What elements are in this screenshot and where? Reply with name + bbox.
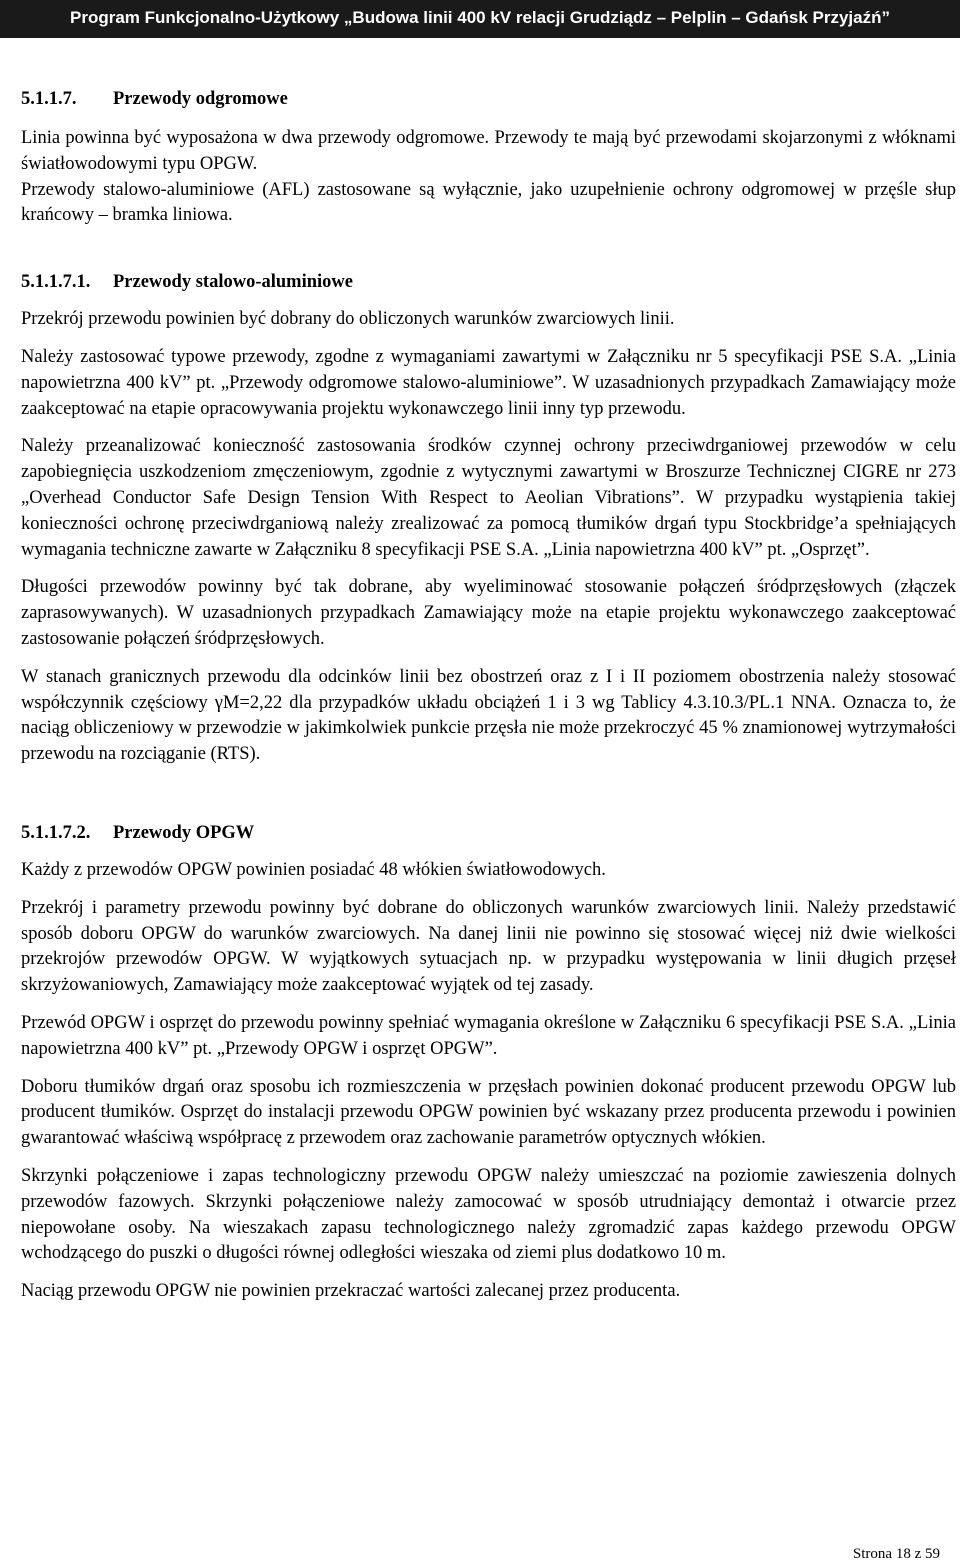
paragraph: Przekrój przewodu powinien być dobrany do obliczonych warunków zwarciowych linii. xyxy=(21,309,675,330)
paragraph: Przewód OPGW i osprzęt do przewodu powinny spełniać wymagania określone w Załączniku 6 specyfikacji PSE S.A. „Linia napowietrzna 400 kV” pt. „Przewody OPGW i osprzęt OPGW”. xyxy=(21,1012,956,1059)
paragraph: Przekrój i parametry przewodu powinny być dobrane do obliczonych warunków zwarciowych linii. Należy przedstawić sposób doboru OPGW do warunków zwarciowych. Na danej linii nie powinno się stosować więcej niż dwie wielkości przekrojów przewodów OPGW. W wyjątkowych sytuacjach np. w przypadku występowania w linii długich przęseł skrzyżowaniowych, Zamawiający może zaakceptować wyjątek od tej zasady. xyxy=(21,897,956,996)
paragraph: W stanach granicznych przewodu dla odcinków linii bez obostrzeń oraz z I i II poziomem obostrzenia należy stosować współczynnik częściowy γM=2,22 dla przypadków układu obciążeń 1 i 3 wg Tablicy 4.3.10.3/PL.1 NNA. Oznacza to, że naciąg obliczeniowy w przewodzie w jakimkolwiek punkcie przęsła nie może przekroczyć 45 % znamionowej wytrzymałości przewodu na rozciąganie (RTS). xyxy=(21,666,956,765)
paragraph: Należy przeanalizować konieczność zastosowania środków czynnej ochrony przeciwdrganiowej przewodów w celu zapobiegnięcia uszkodzeniom zmęczeniowym, zgodnie z wytycznymi zawartymi w Broszurze Technicznej CIGRE nr 273 „Overhead Conductor Safe Design Tension With Respect to Aeolian Vibrations”. W przypadku wystąpienia takiej konieczności ochronę przeciwdrganiową należy zrealizować za pomocą tłumików drgań typu Stockbridge’a spełniających wymagania techniczne zawarte w Załączniku 8 specyfikacji PSE S.A. „Linia napowietrzna 400 kV” pt. „Osprzęt”. xyxy=(21,436,956,560)
document-body xyxy=(21,86,956,1305)
section-title: Przewody stalowo-aluminiowe xyxy=(113,272,353,293)
paragraph: Długości przewodów powinny być tak dobrane, aby wyeliminować stosowanie połączeń śródprzęsłowych (złączek zaprasowywanych). W uzasadnionych przypadkach Zamawiający może na etapie projektu wykonawczego zaakceptować zastosowanie połączeń śródprzęsłowych. xyxy=(21,577,956,649)
section-number: 5.1.1.7. xyxy=(21,89,77,109)
paragraph: Naciąg przewodu OPGW nie powinien przekraczać wartości zalecanej przez producenta. xyxy=(21,1281,681,1302)
section-number: 5.1.1.7.2. xyxy=(21,822,91,843)
header-title: Program Funkcjonalno-Użytkowy „Budowa linii 400 kV relacji Grudziądz – Pelplin – Gdańsk Przyjaźń” xyxy=(70,8,890,27)
section-title: Przewody odgromowe xyxy=(113,89,288,109)
section-number: 5.1.1.7.1. xyxy=(21,272,91,293)
section-title: Przewody OPGW xyxy=(113,822,255,843)
paragraph: Skrzynki połączeniowe i zapas technologiczny przewodu OPGW należy umieszczać na poziomie zawieszenia dolnych przewodów fazowych. Skrzynki połączeniowe należy zamocować w sposób utrudniający demontaż i otwarcie przez niepowołane osoby. Na wieszakach zapasu technologicznego należy zgromadzić zapas każdego przewodu OPGW wchodzącego do puszki o długości równej odległości wieszaka od ziemi plus dodatkowo 10 m. xyxy=(21,1165,956,1264)
paragraph: Linia powinna być wyposażona w dwa przewody odgromowe. Przewody te mają być przewodami skojarzonymi z włóknami światłowodowymi typu OPGW. xyxy=(21,128,956,174)
paragraph: Należy zastosować typowe przewody, zgodne z wymaganiami zawartymi w Załączniku nr 5 specyfikacji PSE S.A. „Linia napowietrzna 400 kV” pt. „Przewody odgromowe stalowo-aluminiowe”. W uzasadnionych przypadkach Zamawiający może zaakceptować na etapie opracowywania projektu wykonawczego linii inny typ przewodu. xyxy=(21,346,956,419)
page-number: Strona 18 z 59 xyxy=(852,1546,940,1562)
page-header xyxy=(0,0,960,38)
section-heading-stalowo-aluminiowe xyxy=(21,269,956,295)
paragraph: Przewody stalowo-aluminiowe (AFL) zastosowane są wyłącznie, jako uzupełnienie ochrony odgromowej w przęśle słup krańcowy – bramka liniowa. xyxy=(21,179,956,226)
paragraph: Każdy z przewodów OPGW powinien posiadać 48 włókien światłowodowych. xyxy=(21,859,606,880)
section-heading-opgw xyxy=(21,820,956,846)
section-heading-przewody-odgromowe xyxy=(21,86,956,112)
paragraph: Doboru tłumików drgań oraz sposobu ich rozmieszczenia w przęsłach powinien dokonać producent przewodu OPGW lub producent tłumików. Osprzęt do instalacji przewodu OPGW powinien być wskazany przez producenta przewodu i powinien gwarantować właściwą współpracę z przewodem oraz zachowanie parametrów optycznych włókien. xyxy=(21,1076,956,1149)
